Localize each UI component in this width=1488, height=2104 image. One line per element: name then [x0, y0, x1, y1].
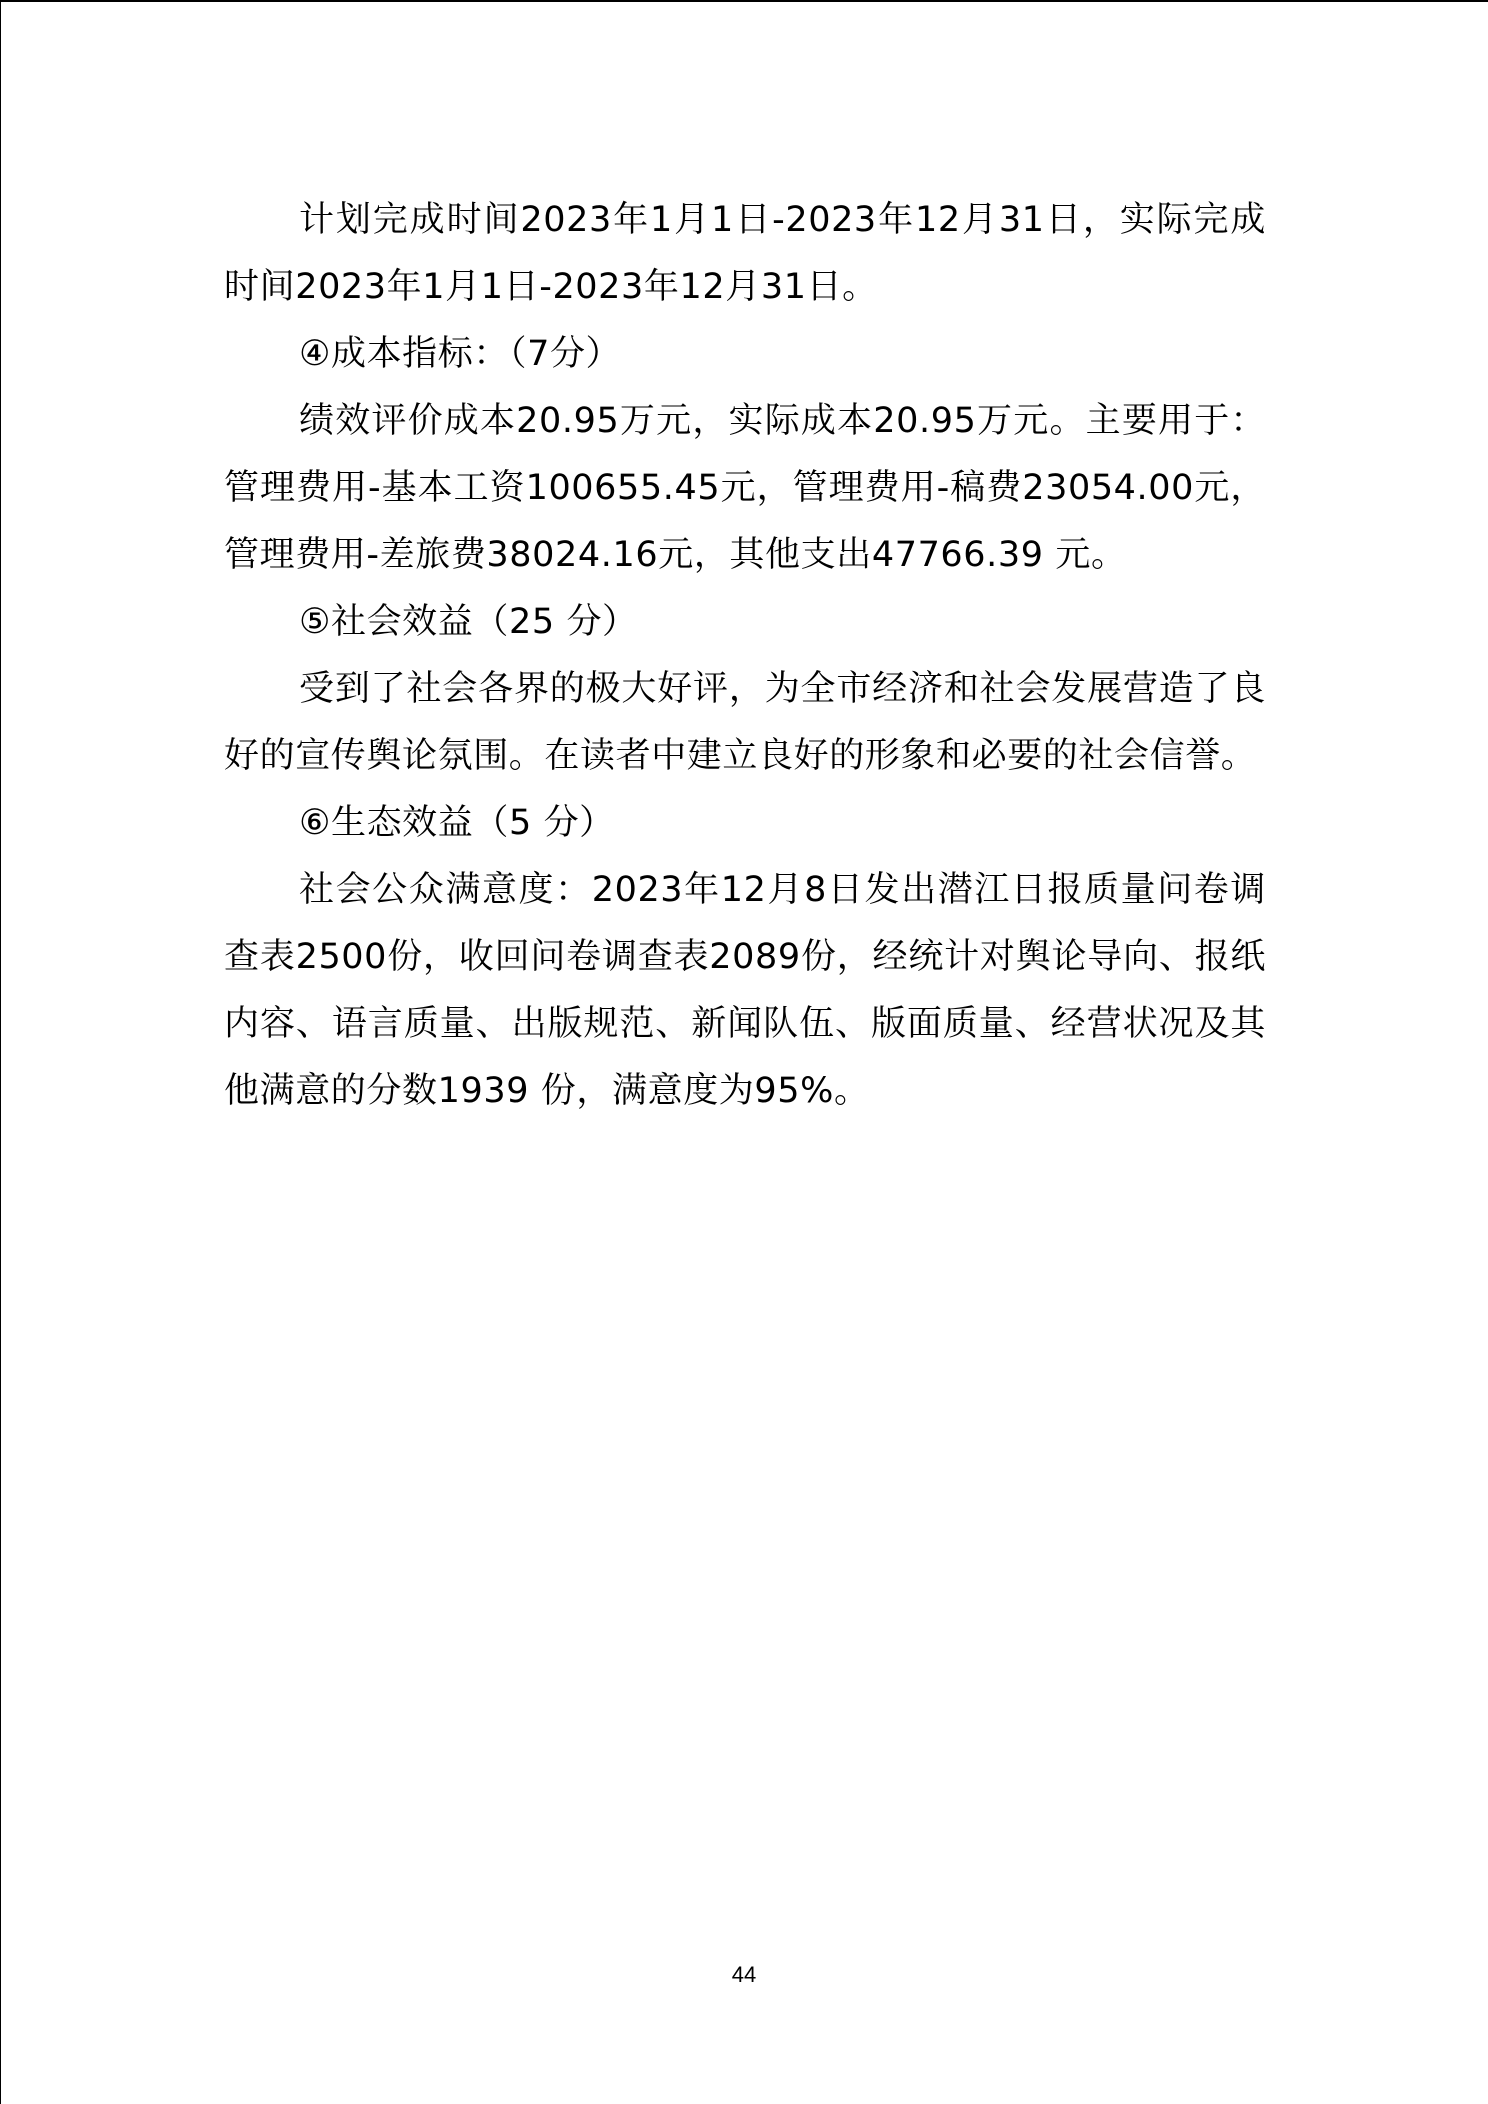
heading-ecological-benefit: ⑥生态效益（5 分） [299, 803, 615, 843]
paragraph-cost-details: 绩效评价成本20.95万元，实际成本20.95万元。主要用于：管理费用-基本工资100655.45元，管理费用-稿费23054.00元，管理费用-差旅费38024.16元，其他支出47766.39 元。 [224, 401, 1266, 575]
heading-cost-indicator: ④成本指标：（7分） [299, 334, 622, 374]
paragraph-satisfaction: 社会公众满意度：2023年12月8日发出潜江日报质量问卷调查表2500份，收回问卷调查表2089份，经统计对舆论导向、报纸内容、语言质量、出版规范、新闻队伍、版面质量、经营状况及其他满意的分数1939 份，满意度为95%。 [224, 870, 1266, 1111]
paragraph-social-benefit: 受到了社会各界的极大好评，为全市经济和社会发展营造了良好的宣传舆论氛围。在读者中建立良好的形象和必要的社会信誉。 [224, 669, 1266, 776]
paragraph-completion-time: 计划完成时间2023年1月1日-2023年12月31日，实际完成时间2023年1月1日-2023年12月31日。 [224, 200, 1266, 307]
heading-social-benefit: ⑤社会效益（25 分） [299, 602, 638, 642]
page-number: 44 [731, 1962, 757, 1987]
document-body [224, 187, 1266, 1125]
